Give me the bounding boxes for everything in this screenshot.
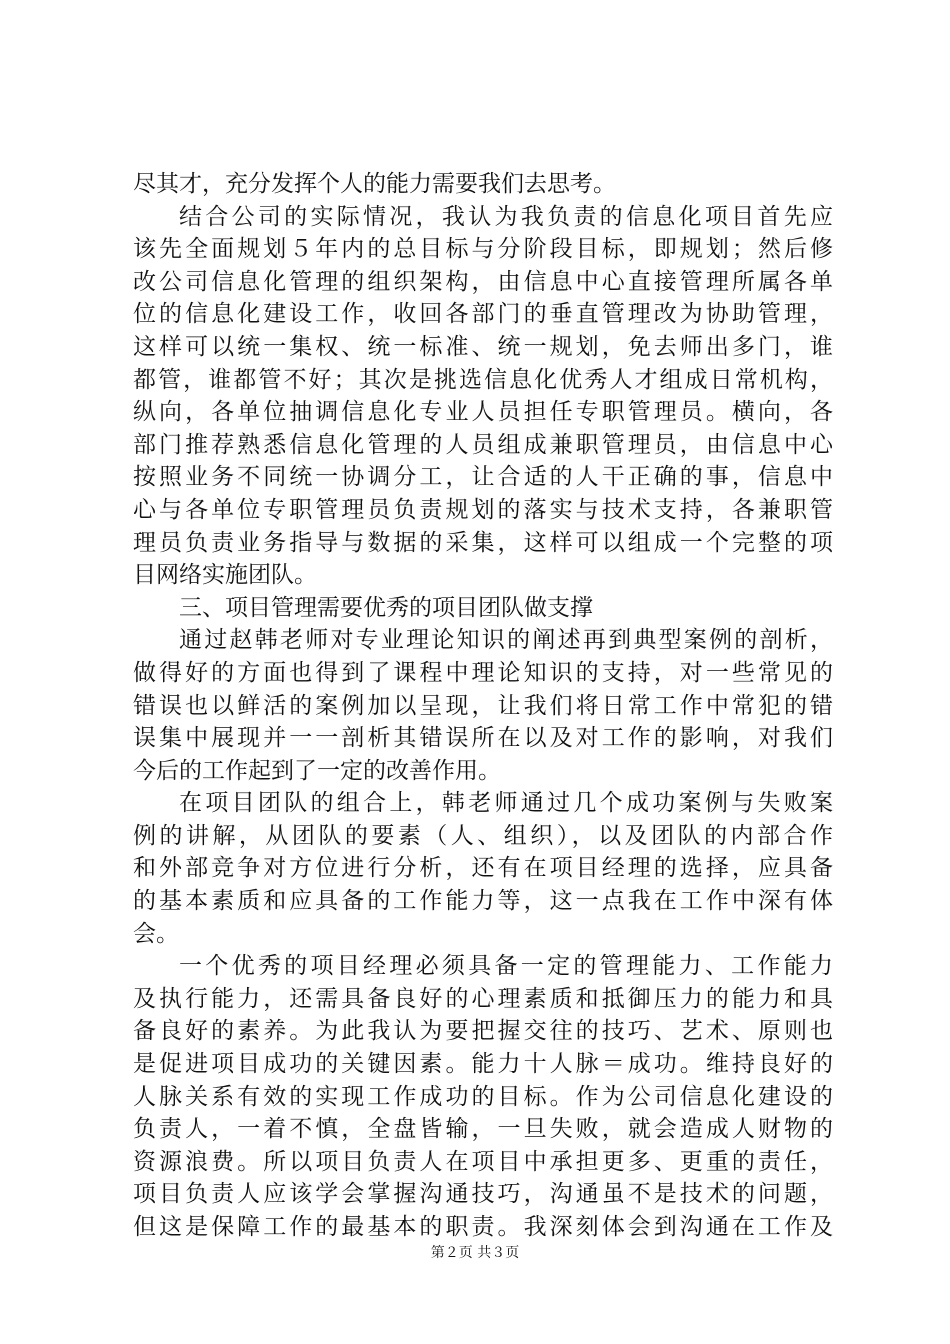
body-line: 这样可以统一集权、统一标准、统一规划，免去师出多门，谁 [133, 333, 833, 360]
body-line: 目网络实施团队。 [133, 562, 317, 589]
body-line: 但这是保障工作的最基本的职责。我深刻体会到沟通在工作及 [133, 1214, 833, 1240]
body-line: 是促进项目成功的关键因素。能力十人脉＝成功。维持良好的 [133, 1051, 833, 1078]
paragraph-first-line: 一个优秀的项目经理必须具备一定的管理能力、工作能力 [179, 953, 833, 980]
body-line: 改公司信息化管理的组织架构，由信息中心直接管理所属各单 [133, 268, 833, 295]
paragraph-first-line: 结合公司的实际情况，我认为我负责的信息化项目首先应 [179, 203, 833, 230]
body-line: 纵向，各单位抽调信息化专业人员担任专职管理员。横向，各 [133, 399, 833, 426]
body-line: 资源浪费。所以项目负责人在项目中承担更多、更重的责任， [133, 1148, 833, 1175]
paragraph-first-line: 通过赵韩老师对专业理论知识的阐述再到典型案例的剖析， [179, 627, 833, 654]
body-line: 尽其才，充分发挥个人的能力需要我们去思考。 [133, 171, 616, 197]
body-line: 该先全面规划５年内的总目标与分阶段目标，即规划；然后修 [133, 236, 833, 263]
body-line: 及执行能力，还需具备良好的心理素质和抵御压力的能力和具 [133, 985, 833, 1012]
body-line: 今后的工作起到了一定的改善作用。 [133, 757, 501, 784]
section-heading: 三、项目管理需要优秀的项目团队做支撑 [179, 594, 593, 621]
body-line: 项目负责人应该学会掌握沟通技巧，沟通虽不是技术的问题， [133, 1181, 833, 1208]
body-line: 心与各单位专职管理员负责规划的落实与技术支持，各兼职管 [133, 496, 833, 523]
body-line: 人脉关系有效的实现工作成功的目标。作为公司信息化建设的 [133, 1083, 833, 1110]
body-line: 错误也以鲜活的案例加以呈现，让我们将日常工作中常犯的错 [133, 692, 833, 719]
body-line: 都管，谁都管不好；其次是挑选信息化优秀人才组成日常机构， [133, 366, 833, 393]
body-line: 的基本素质和应具备的工作能力等，这一点我在工作中深有体 [133, 888, 833, 915]
body-line: 和外部竞争对方位进行分析，还有在项目经理的选择，应具备 [133, 855, 833, 882]
body-line: 备良好的素养。为此我认为要把握交往的技巧、艺术、原则也 [133, 1018, 833, 1045]
body-line: 误集中展现并一一剖析其错误所在以及对工作的影响，对我们 [133, 725, 833, 752]
page-footer [0, 1243, 950, 1263]
document-body [133, 168, 833, 1244]
body-line: 按照业务不同统一协调分工，让合适的人干正确的事，信息中 [133, 464, 833, 491]
body-line: 部门推荐熟悉信息化管理的人员组成兼职管理员，由信息中心 [133, 431, 833, 458]
body-line: 做得好的方面也得到了课程中理论知识的支持，对一些常见的 [133, 659, 833, 686]
page-number: 第２页 共３页 [430, 1245, 520, 1261]
body-line: 理员负责业务指导与数据的采集，这样可以组成一个完整的项 [133, 529, 833, 556]
body-line: 例的讲解，从团队的要素（人、组织），以及团队的内部合作 [133, 822, 833, 849]
paragraph-first-line: 在项目团队的组合上，韩老师通过几个成功案例与失败案 [179, 790, 833, 817]
body-line: 位的信息化建设工作，收回各部门的垂直管理改为协助管理， [133, 301, 833, 328]
body-line: 负责人，一着不慎，全盘皆输，一旦失败，就会造成人财物的 [133, 1116, 833, 1143]
body-line: 会。 [133, 920, 179, 947]
